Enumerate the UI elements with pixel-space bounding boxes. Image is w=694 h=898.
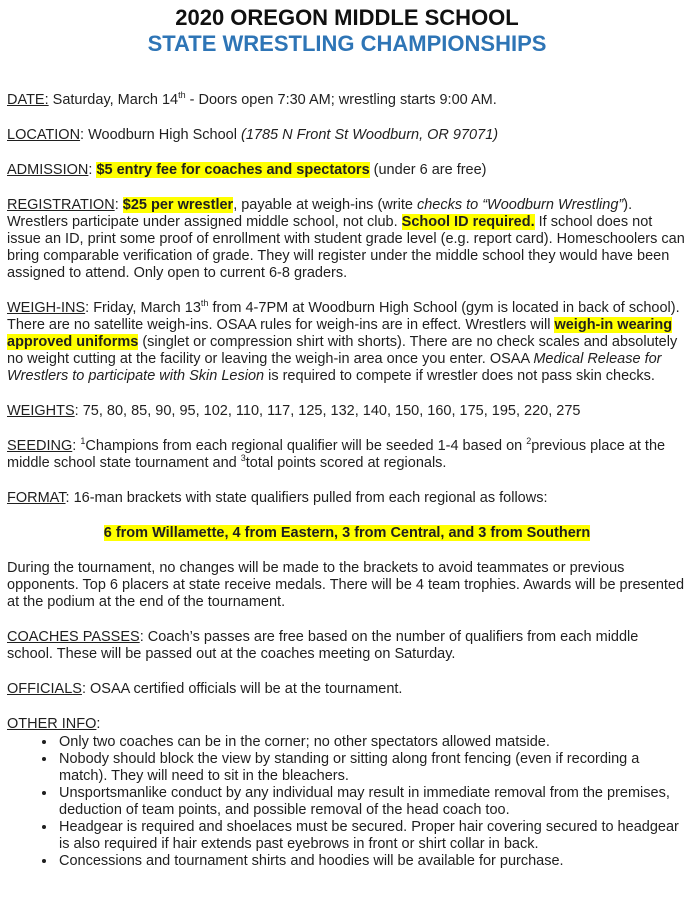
section-seeding: [7, 438, 687, 472]
section-tournament-notes: During the tournament, no changes will be made to the brackets to avoid teammates or previous opponents. Top 6 placers at state receive medals. There will be 4 team trophies. Awards will be presented at the podium at the end of the tournament.: [7, 560, 685, 610]
admission-highlight: $5 entry fee for coaches and spectators: [96, 162, 370, 178]
weights-label: WEIGHTS: [7, 403, 75, 419]
location-text: : Woodburn High School: [80, 127, 241, 143]
registration-text-3: ). Wrestlers participate under assigned middle school, not club.: [7, 197, 633, 230]
qualifiers-highlight: 6 from Willamette, 4 from Eastern, 3 from Central, and 3 from Southern: [103, 525, 591, 541]
seeding-text-1: :: [72, 438, 81, 454]
seeding-text-4: total points scored at regionals.: [245, 455, 447, 471]
superscript-3: 3: [240, 453, 246, 464]
list-item: • Headgear is required and shoelaces must be secured. Proper hair covering secured to headgear is also required if hair extends past eyebrows in front or shirt collar in back.: [57, 819, 687, 853]
other-info-colon: :: [96, 716, 101, 732]
location-label: LOCATION: [7, 127, 81, 143]
superscript-2: 2: [526, 436, 532, 447]
admission-text-cont: (under 6 are free): [369, 162, 487, 178]
other-info-label: OTHER INFO: [7, 716, 97, 732]
admission-text: :: [88, 162, 97, 178]
section-officials: [7, 681, 687, 698]
list-item: • Nobody should block the view by standing or sitting along front fencing (even if recording a match). They will need to sit in the bleachers.: [57, 751, 687, 785]
officials-label: OFFICIALS: [7, 681, 82, 697]
section-weigh-ins: [7, 300, 687, 385]
section-admission: [7, 162, 687, 179]
other-info-list: [7, 734, 687, 870]
section-weights: [7, 403, 687, 420]
registration-text-4: If school does not issue an ID, print some proof of enrollment with student grade level (e.g. report card). Homeschoolers can bring comparable verification of grade. They will register under the middle school they would have been assigned to attend. Only open to current 6-8 graders.: [7, 214, 685, 281]
weights-list: : 75, 80, 85, 90, 95, 102, 110, 117, 125, 132, 140, 150, 160, 175, 195, 220, 275: [74, 403, 581, 419]
date-text-cont: - Doors open 7:30 AM; wrestling starts 9:00 AM.: [185, 92, 497, 108]
section-other-info: [7, 716, 687, 733]
weigh-ins-text-2: from 4-7PM at Woodburn High School (gym is located in back of school). There are no satellite weigh-ins. OSAA rules for weigh-ins are in effect. Wrestlers will: [7, 300, 680, 333]
registration-fee-highlight: $25 per wrestler: [122, 197, 234, 213]
location-address: (1785 N Front St Woodburn, OR 97071): [240, 127, 499, 143]
weigh-ins-text-3: (singlet or compression shirt with shorts). There are no check scales and absolutely no weight cutting at the facility or leaving the weigh-in area once you enter. OSAA: [7, 334, 678, 367]
registration-label: REGISTRATION: [7, 197, 115, 213]
section-date: [7, 92, 687, 109]
registration-text-2: , payable at weigh-ins (write: [233, 197, 417, 213]
registration-text-1: :: [114, 197, 123, 213]
seeding-label: SEEDING: [7, 438, 73, 454]
list-item: • Unsportsmanlike conduct by any individual may result in immediate removal from the premises, deduction of team points, and possible removal of the head coach too.: [57, 785, 687, 819]
admission-label: ADMISSION: [7, 162, 89, 178]
section-coaches-passes: [7, 629, 687, 663]
weigh-ins-label: WEIGH-INS: [7, 300, 86, 316]
coaches-passes-text: : Coach’s passes are free based on the number of qualifiers from each middle school. These will be passed out at the coaches meeting on Saturday.: [7, 629, 639, 662]
weigh-ins-text-4: is required to compete if wrestler does not pass skin checks.: [264, 368, 655, 384]
title-line-1: 2020 OREGON MIDDLE SCHOOL: [175, 5, 519, 30]
registration-checks-italic: checks to “Woodburn Wrestling”: [416, 197, 624, 213]
coaches-passes-label: COACHES PASSES: [7, 629, 140, 645]
superscript-th: th: [200, 298, 209, 309]
weigh-ins-medical-italic: Medical Release for Wrestlers to participate with Skin Lesion: [7, 351, 662, 384]
superscript-th: th: [178, 90, 186, 101]
seeding-text-2: Champions from each regional qualifier will be seeded 1-4 based on: [85, 438, 527, 454]
weigh-ins-uniform-highlight: weigh-in wearing approved uniforms: [7, 317, 673, 350]
weigh-ins-text-1: : Friday, March 13: [85, 300, 201, 316]
format-text: : 16-man brackets with state qualifiers pulled from each regional as follows:: [65, 490, 548, 506]
list-item: • Concessions and tournament shirts and hoodies will be available for purchase.: [57, 853, 687, 870]
section-registration: [7, 197, 687, 282]
officials-text: : OSAA certified officials will be at the tournament.: [81, 681, 403, 697]
format-label: FORMAT: [7, 490, 66, 506]
superscript-1: 1: [80, 436, 86, 447]
date-text: Saturday, March 14: [48, 92, 179, 108]
format-qualifiers-line: [7, 525, 687, 542]
section-location: [7, 127, 687, 144]
section-format: [7, 490, 687, 507]
list-item: • Only two coaches can be in the corner; no other spectators allowed matside.: [57, 734, 687, 751]
date-label: DATE:: [7, 92, 49, 108]
registration-id-highlight: School ID required.: [401, 214, 535, 230]
title-line-2: STATE WRESTLING CHAMPIONSHIPS: [147, 31, 547, 56]
seeding-text-3: previous place at the middle school state tournament and: [7, 438, 666, 471]
